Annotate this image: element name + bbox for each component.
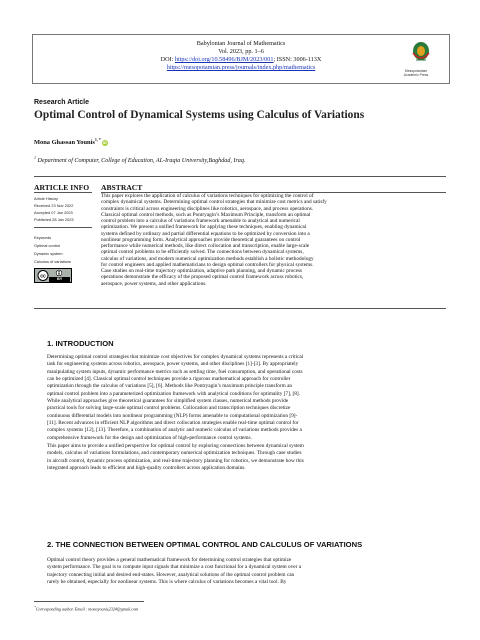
journal-name: Babylonian Journal of Mathematics (196, 40, 286, 47)
orcid-icon[interactable]: iD (102, 139, 107, 145)
keywords-rule (34, 227, 92, 228)
publisher-main: Mesopotamian (404, 69, 428, 73)
svg-text:cc: cc (40, 273, 46, 280)
abstract-line: optimization. We present a unified framework for applying these techniques, enabling dynamical (101, 224, 307, 231)
text-line: comprehensive framework for the design and optimization of high-performance control systems. (47, 434, 252, 441)
affiliation-text: Department of Computer, College of Education, AL-Iraqia University,Baghdad, Iraq. (36, 158, 246, 165)
text-line: Determining optimal control strategies that minimize cost objectives for complex dynamical systems represents a critical (47, 354, 304, 360)
text-line: optimal control problem into a parameterized optimization framework with analytical conditions for optimality [7], [8]. (47, 390, 300, 397)
journal-doi-line (33, 56, 449, 63)
article-title: Optimal Control of Dynamical Systems using Calculus of Variations (34, 109, 365, 121)
article-history-label: Article History (34, 196, 58, 201)
footnote-rule (34, 601, 144, 602)
text-line: While analytical approaches give theoretical guarantees for simplified system classes, numerical methods provide (47, 398, 289, 405)
license-label: BY (57, 276, 63, 281)
affiliation-sup: 1 (34, 155, 36, 160)
article-info-rule (34, 192, 92, 193)
abstract-line: systems defined by ordinary and partial differential equations to be optimized by conversion into a (101, 230, 310, 237)
footnote-text: Corresponding author. Email : monayounis2324@gmail.com (35, 606, 139, 612)
text-line: integrated approach leads to efficient and high-quality controllers across application domains. (47, 465, 246, 472)
section-1-paragraph-2 (47, 443, 442, 472)
publisher-sub: Academic Press (403, 73, 429, 77)
journal-volume: Vol. 2023, pp. 1–6 (218, 48, 264, 55)
abstract-line: This paper explores the application of calculus of variations techniques for optimizing the control of (101, 193, 314, 199)
keyword-item: Optimal control (34, 243, 61, 248)
text-line: This paper aims to provide a unified perspective for optimal control by exploring connections between dynamical system (47, 443, 304, 449)
text-line: [11]. Recent advances in efficient NLP algorithms and direct collocation strategies enable real-time optimal control for (47, 420, 299, 427)
keyword-item: Dynamic system (34, 251, 63, 256)
text-line: complex systems [12], [13]. Therefore, a combination of analytic and numeric calculus of variations methods provides a (47, 427, 302, 434)
abstract-line: aerospace, power systems, and other applications. (101, 280, 207, 287)
abstract-line: calculus of variations, and modern numerical optimization methods establish a holistic methodology (101, 255, 314, 262)
text-line: can be optimized [4]. Classical optimal control techniques provide a rigorous mathematical approach for controller (47, 376, 291, 383)
text-line: in aircraft control, dynamic process optimization, and real-time trajectory planning for robotics, we demonstrate how this (47, 457, 304, 464)
abstract-line: Case studies on real-time trajectory optimization, adaptive path planning, and dynamic process (101, 268, 303, 274)
text-line: system performance. The goal is to compute input signals that minimize a cost functional for a dynamical system over a (47, 564, 302, 571)
text-line: trajectory connecting initial and desired end-states. However, analytical solutions of the optimal control problem can (47, 571, 295, 578)
section-2-heading: 2. THE CONNECTION BETWEEN OPTIMAL CONTROL AND CALCULUS OF VARIATIONS (47, 540, 363, 549)
keyword-item: Calculus of variations (34, 259, 71, 264)
author-sup: 1, * (94, 137, 101, 142)
date-received: Received 23 Nov 2022 (34, 203, 74, 208)
text-line: models, calculus of variations formulations, and contemporary numerical optimization techniques. Through case studies (47, 450, 302, 457)
section-1-paragraph-1 (47, 354, 442, 442)
abstract-line: optimal control problems to be efficiently solved. The connections between dynamical systems, (101, 249, 304, 256)
text-line: optimization through the calculus of variations [5], [6]. Methods like Pontryagin’s maximum principle transform an (47, 383, 293, 390)
article-type: Research Article (34, 99, 89, 106)
abstract-line: nonlinear programming form. Analytical approaches provide theoretical guarantees on control (101, 236, 301, 243)
cc-by-license-icon[interactable] (34, 268, 72, 283)
footnote-mark: * (34, 605, 36, 609)
date-accepted: Accepted 07 Jan 2023 (34, 210, 73, 215)
text-line: practical tools for solving large-scale optimal control problems. Collocation and transcription techniques discretize (47, 405, 291, 412)
text-line: task for engineering systems across robotics, aerospace, power systems, and other disciplines [1]-[3]. By appropriately (47, 361, 299, 368)
cc-icon (35, 269, 71, 282)
abstract-line: for control engineers and applied mathematicians to design optimal controllers for physical systems. (101, 261, 314, 268)
keywords-label: Keywords (34, 235, 52, 240)
text-line: manipulating system inputs, dynamic performance metrics such as settling time, fuel consumption, and operational costs (47, 368, 303, 375)
affiliation (34, 155, 245, 164)
date-published: Published 28 Jan 2023 (34, 217, 74, 222)
publisher-name (378, 69, 454, 77)
abstract-heading: ABSTRACT (101, 183, 143, 192)
text-line: continuous differential models into nonlinear programming (NLP) forms amenable to computational optimization [9]- (47, 412, 298, 419)
header-rule (34, 176, 446, 177)
issn: ; ISSN: 3006-113X (273, 56, 322, 63)
abstract-line: performance while numerical methods, like direct collocation and transcription, enable large-scale (101, 243, 310, 249)
article-info-heading: ARTICLE INFO (34, 183, 90, 192)
doi-link[interactable]: https://doi.org/10.58496/BJM/2023/001 (174, 56, 274, 63)
journal-url-link[interactable]: https://mesopotamian.press/journals/index.php/mathematics (166, 64, 316, 71)
abstract-line: constraints is critical across engineering disciplines like robotics, aerospace, and process operations. (101, 205, 314, 212)
abstract-bottom-rule (34, 308, 446, 309)
abstract-line: control problem into a calculus of variations framework amenable to analytical and numerical (101, 218, 300, 224)
author-line (34, 137, 108, 146)
text-line: rarely be obtained, especially for nonlinear systems. This is where calculus of variations becomes a vital tool. By (47, 579, 287, 586)
abstract-line: complex dynamical systems. Determining optimal control strategies that minimize cost metrics and satisfy (101, 199, 327, 206)
author-name: Mona Ghassan Younis (34, 139, 95, 147)
abstract-body (101, 193, 445, 287)
doi-prefix: DOI: (160, 56, 175, 63)
abstract-line: operations demonstrate the efficacy of the proposed optimal control framework across robotics, (101, 274, 304, 281)
abstract-line: Classical optimal control methods, such as Pontryagin’s Maximum Principle, transform an optimal (101, 211, 311, 218)
section-1-heading: 1. INTRODUCTION (47, 339, 114, 348)
text-line: Optimal control theory provides a general mathematical framework for determining control strategies that optimize (47, 557, 292, 563)
section-2-paragraph (47, 557, 442, 586)
footnote (34, 605, 138, 611)
